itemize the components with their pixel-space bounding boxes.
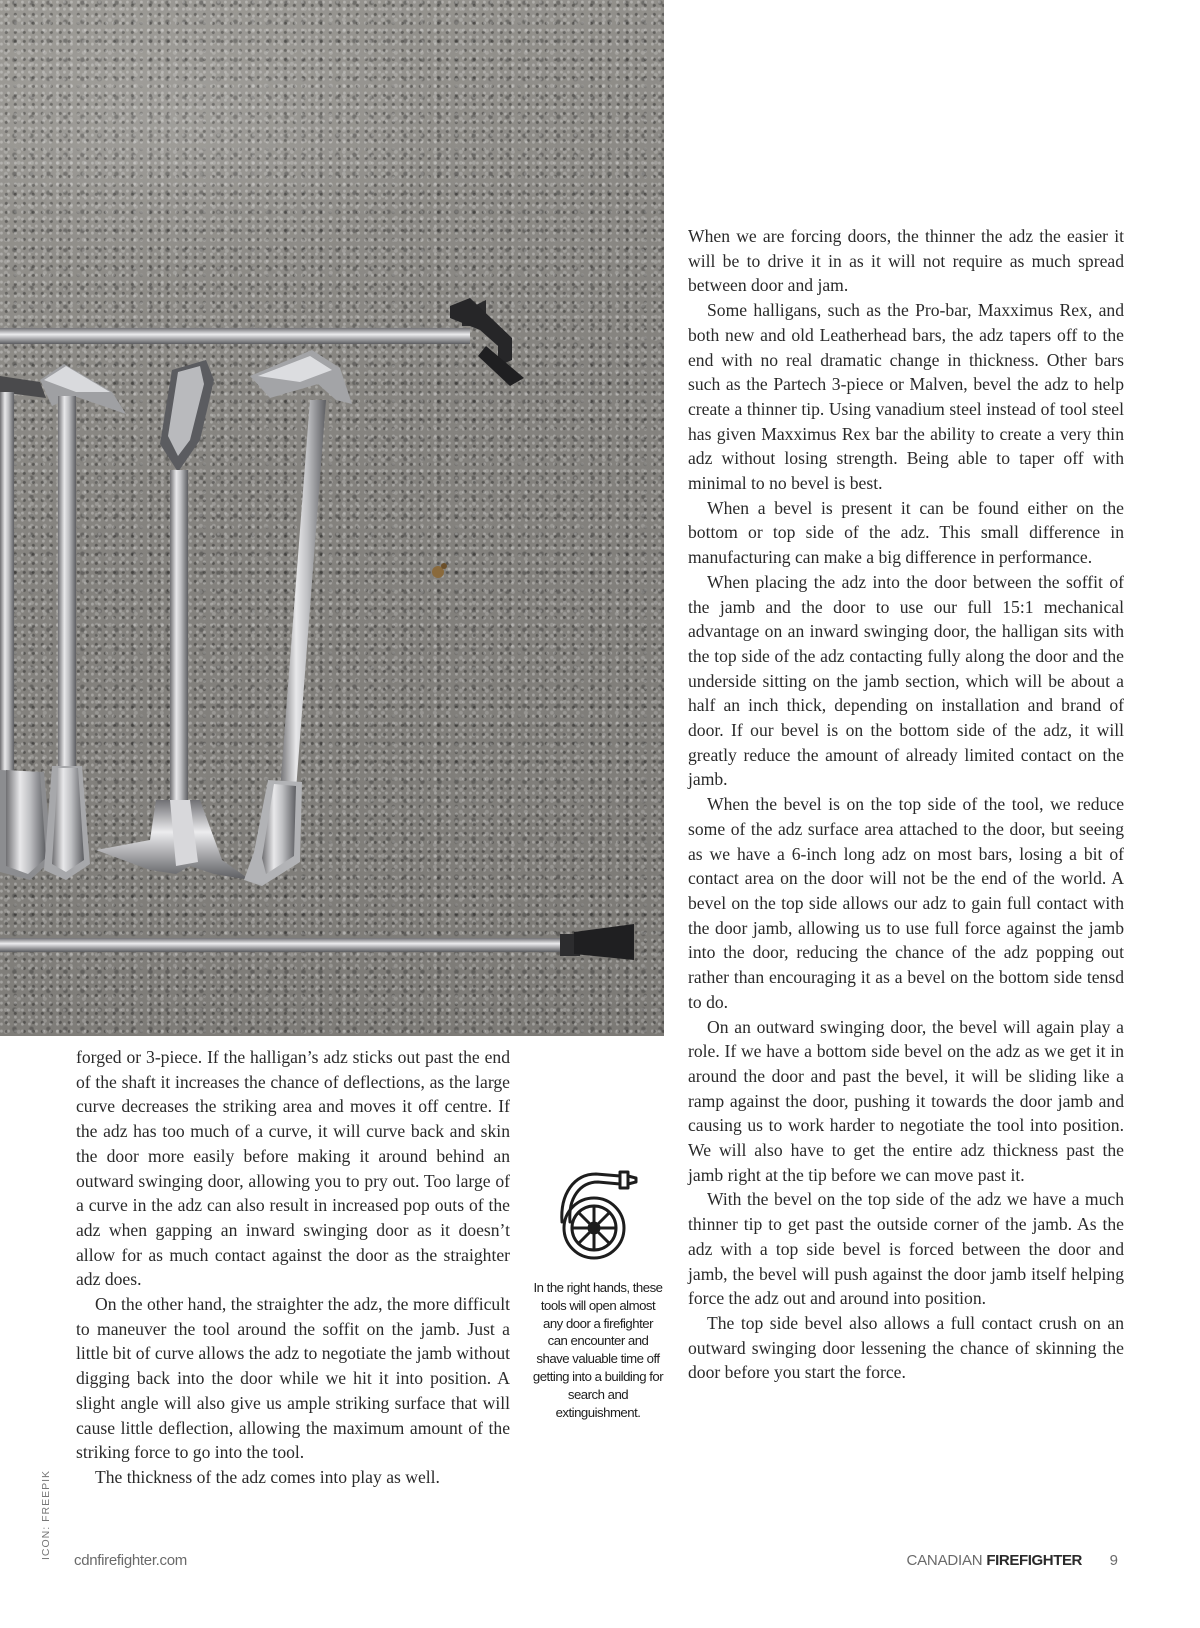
article-photo	[0, 0, 664, 1036]
halligan-bar-3	[244, 350, 352, 886]
paragraph: On an outward swinging door, the bevel will again play a role. If we have a bottom side bevel on the adz as we get it in around the door and past the bevel, it will be sliding like a ramp against the door, pushing it towards the door jamb and causing us to work harder to negotiate the tool into position. We will also have to get the entire adz thickness past the jamb right at the tip before we can move past it.	[688, 1016, 1124, 1185]
paragraph: When the bevel is on the top side of the tool, we reduce some of the adz surface area attached to the door, but seeing as we have a 6-inch long adz on most bars, losing a bit of contact area on the door will not be the end of the world. A bevel on the top side allows our adz to gain full contact with the door jamb, allowing us to use full force against the jamb into the door, reducing the chance of the adz popping out rather than encouraging it as a bevel on the bottom side tensd to do.	[688, 794, 1124, 1012]
paragraph: When a bevel is present it can be found either on the bottom or top side of the adz. This small difference in manufacturing can make a big difference in performance.	[688, 497, 1124, 568]
top-bar-shaft	[0, 328, 470, 344]
paragraph: When we are forcing doors, the thinner the adz the easier it will be to drive it in as it will not require as much spread between door and jam.	[688, 226, 1124, 296]
paragraph: Some halligans, such as the Pro-bar, Maxximus Rex, and both new and old Leatherhead bars, the adz tapers off to the end with no real dramatic change in thickness. Other bars such as the Partech 3-piece or Malven, bevel the adz to help create a thinner tip. Using vanadium steel instead of tool steel has given Maxximus Rex bar the ability to create a very thin adz without losing strength. Being able to taper off with minimal to no bevel is best.	[688, 300, 1124, 494]
paragraph: forged or 3-piece. If the halligan’s adz sticks out past the end of the shaft it increases the chance of deflections, as the large curve decreases the striking area and moves it off centre. If the adz has too much of a curve, it will curve back and skin the door more easily before making it around behind an outward swinging door, allowing you to pry out. Too large of a curve in the adz can also result in increased pop outs of the adz when gapping an inward swinging door as it doesn’t allow for as much contact against the door as the straighter adz does.	[76, 1047, 510, 1290]
bottom-bar-adz	[574, 924, 634, 960]
page-number: 9	[1109, 1552, 1118, 1569]
left-column	[76, 1045, 510, 1490]
bottom-bar-shaft	[0, 938, 568, 952]
footer-website[interactable]: cdnfirefighter.com	[74, 1552, 187, 1569]
halligan-bar-1	[40, 364, 126, 880]
paragraph: When placing the adz into the door between the soffit of the jamb and the door to use our full 15:1 mechanical advantage on an inward swinging door, the halligan sits with the top side of the adz contacting fully along the door and the underside sitting on the jamb section, which will be about a half an inch thick, depending on installation and brand of door. If our bevel is on the bottom side of the adz, it will greatly reduce the amount of already limited contact on the jamb.	[688, 571, 1124, 790]
paragraph: The top side bevel also allows a full contact crush on an outward swinging door lessening the chance of skinning the door before you start the force.	[688, 1312, 1124, 1383]
right-column	[688, 224, 1124, 1385]
footer-magazine-name	[907, 1552, 1083, 1569]
halligan-bars-illustration	[0, 0, 664, 1036]
footer-magazine-bold: FIREFIGHTER	[986, 1552, 1082, 1569]
icon-credit: ICON: FREEPIK	[40, 1469, 52, 1560]
paragraph: The thickness of the adz comes into play as well.	[95, 1466, 440, 1487]
paragraph: On the other hand, the straighter the adz, the more difficult to maneuver the tool around the soffit on the jamb. Just a little bit of curve allows the adz to negotiate the jamb without digging back into the door while we hit it into position. A slight angle will also give us ample striking surface that will cause little deflection, allowing the maximum amount of the striking force to go into the tool.	[76, 1294, 510, 1463]
pull-quote-sidebar	[532, 1164, 664, 1421]
sidebar-caption: In the right hands, these tools will open almost any door a firefighter can encounter and shave valuable time off getting into a building for search and extinguishment.	[532, 1280, 664, 1420]
paragraph: With the bevel on the top side of the adz we have a much thinner tip to get past the outside corner of the jamb. As the adz with a top side bevel is forced between the door and jamb, the bevel will push against the door jamb itself helping force the adz out and around into position.	[688, 1189, 1124, 1309]
fire-hose-reel-icon	[556, 1164, 640, 1260]
footer-magazine-prefix: CANADIAN	[906, 1552, 987, 1569]
halligan-bar-2	[96, 360, 250, 880]
